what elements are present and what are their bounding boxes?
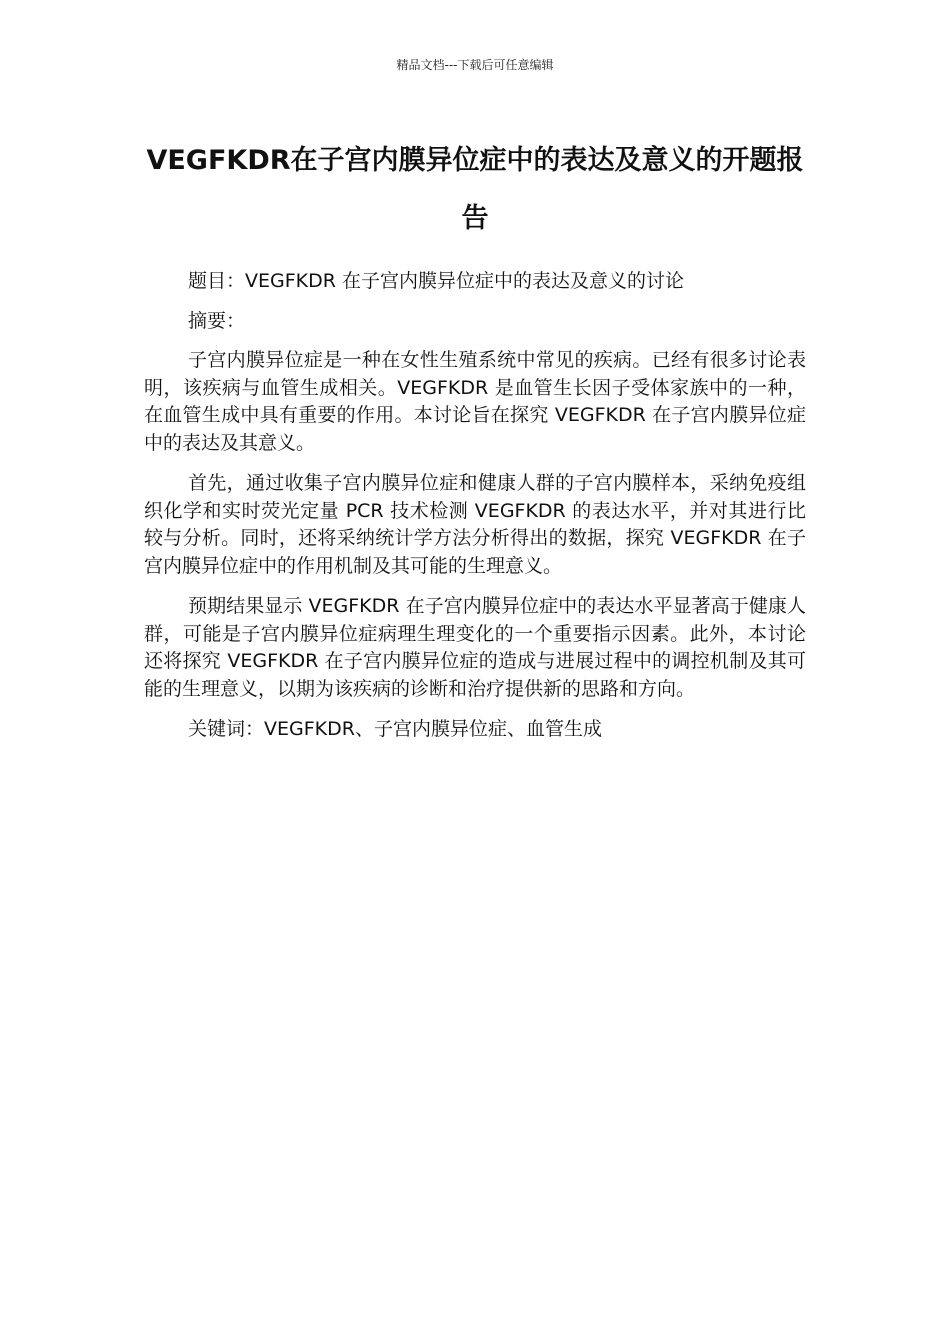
abstract-paragraph-2: 首先，通过收集子宫内膜异位症和健康人群的子宫内膜样本，采纳免疫组织化学和实时荧光定量 PCR 技术检测 VEGFKDR 的表达水平，并对其进行比较与分析。同时，还将采纳统计学方法分析得出的数据，探究 VEGFKDR 在子宫内膜异位症中的作用机制及其可能的生理意义。: [144, 472, 806, 577]
topic-line: 题目：VEGFKDR 在子宫内膜异位症中的表达及意义的讨论: [188, 270, 684, 292]
document-body: [144, 268, 806, 757]
page-header: 精品文档---下载后可任意编辑: [396, 58, 554, 72]
abstract-label: 摘要：: [188, 309, 246, 332]
document-title: VEGFKDR在子宫内膜异位症中的表达及意义的开题报告: [146, 145, 804, 234]
abstract-paragraph-3: 预期结果显示 VEGFKDR 在子宫内膜异位症中的表达水平显著高于健康人群，可能是子宫内膜异位症病理生理变化的一个重要指示因素。此外，本讨论还将探究 VEGFKDR 在子宫内膜异位症的造成与进展过程中的调控机制及其可能的生理意义，以期为该疾病的诊断和治疗提供新的思路和方向。: [144, 595, 806, 700]
keywords-line: 关键词：VEGFKDR、子宫内膜异位症、血管生成: [188, 718, 602, 740]
abstract-paragraph-1: 子宫内膜异位症是一种在女性生殖系统中常见的疾病。已经有很多讨论表明，该疾病与血管生成相关。VEGFKDR 是血管生长因子受体家族中的一种，在血管生成中具有重要的作用。本讨论旨在探究 VEGFKDR 在子宫内膜异位症中的表达及其意义。: [144, 349, 806, 454]
